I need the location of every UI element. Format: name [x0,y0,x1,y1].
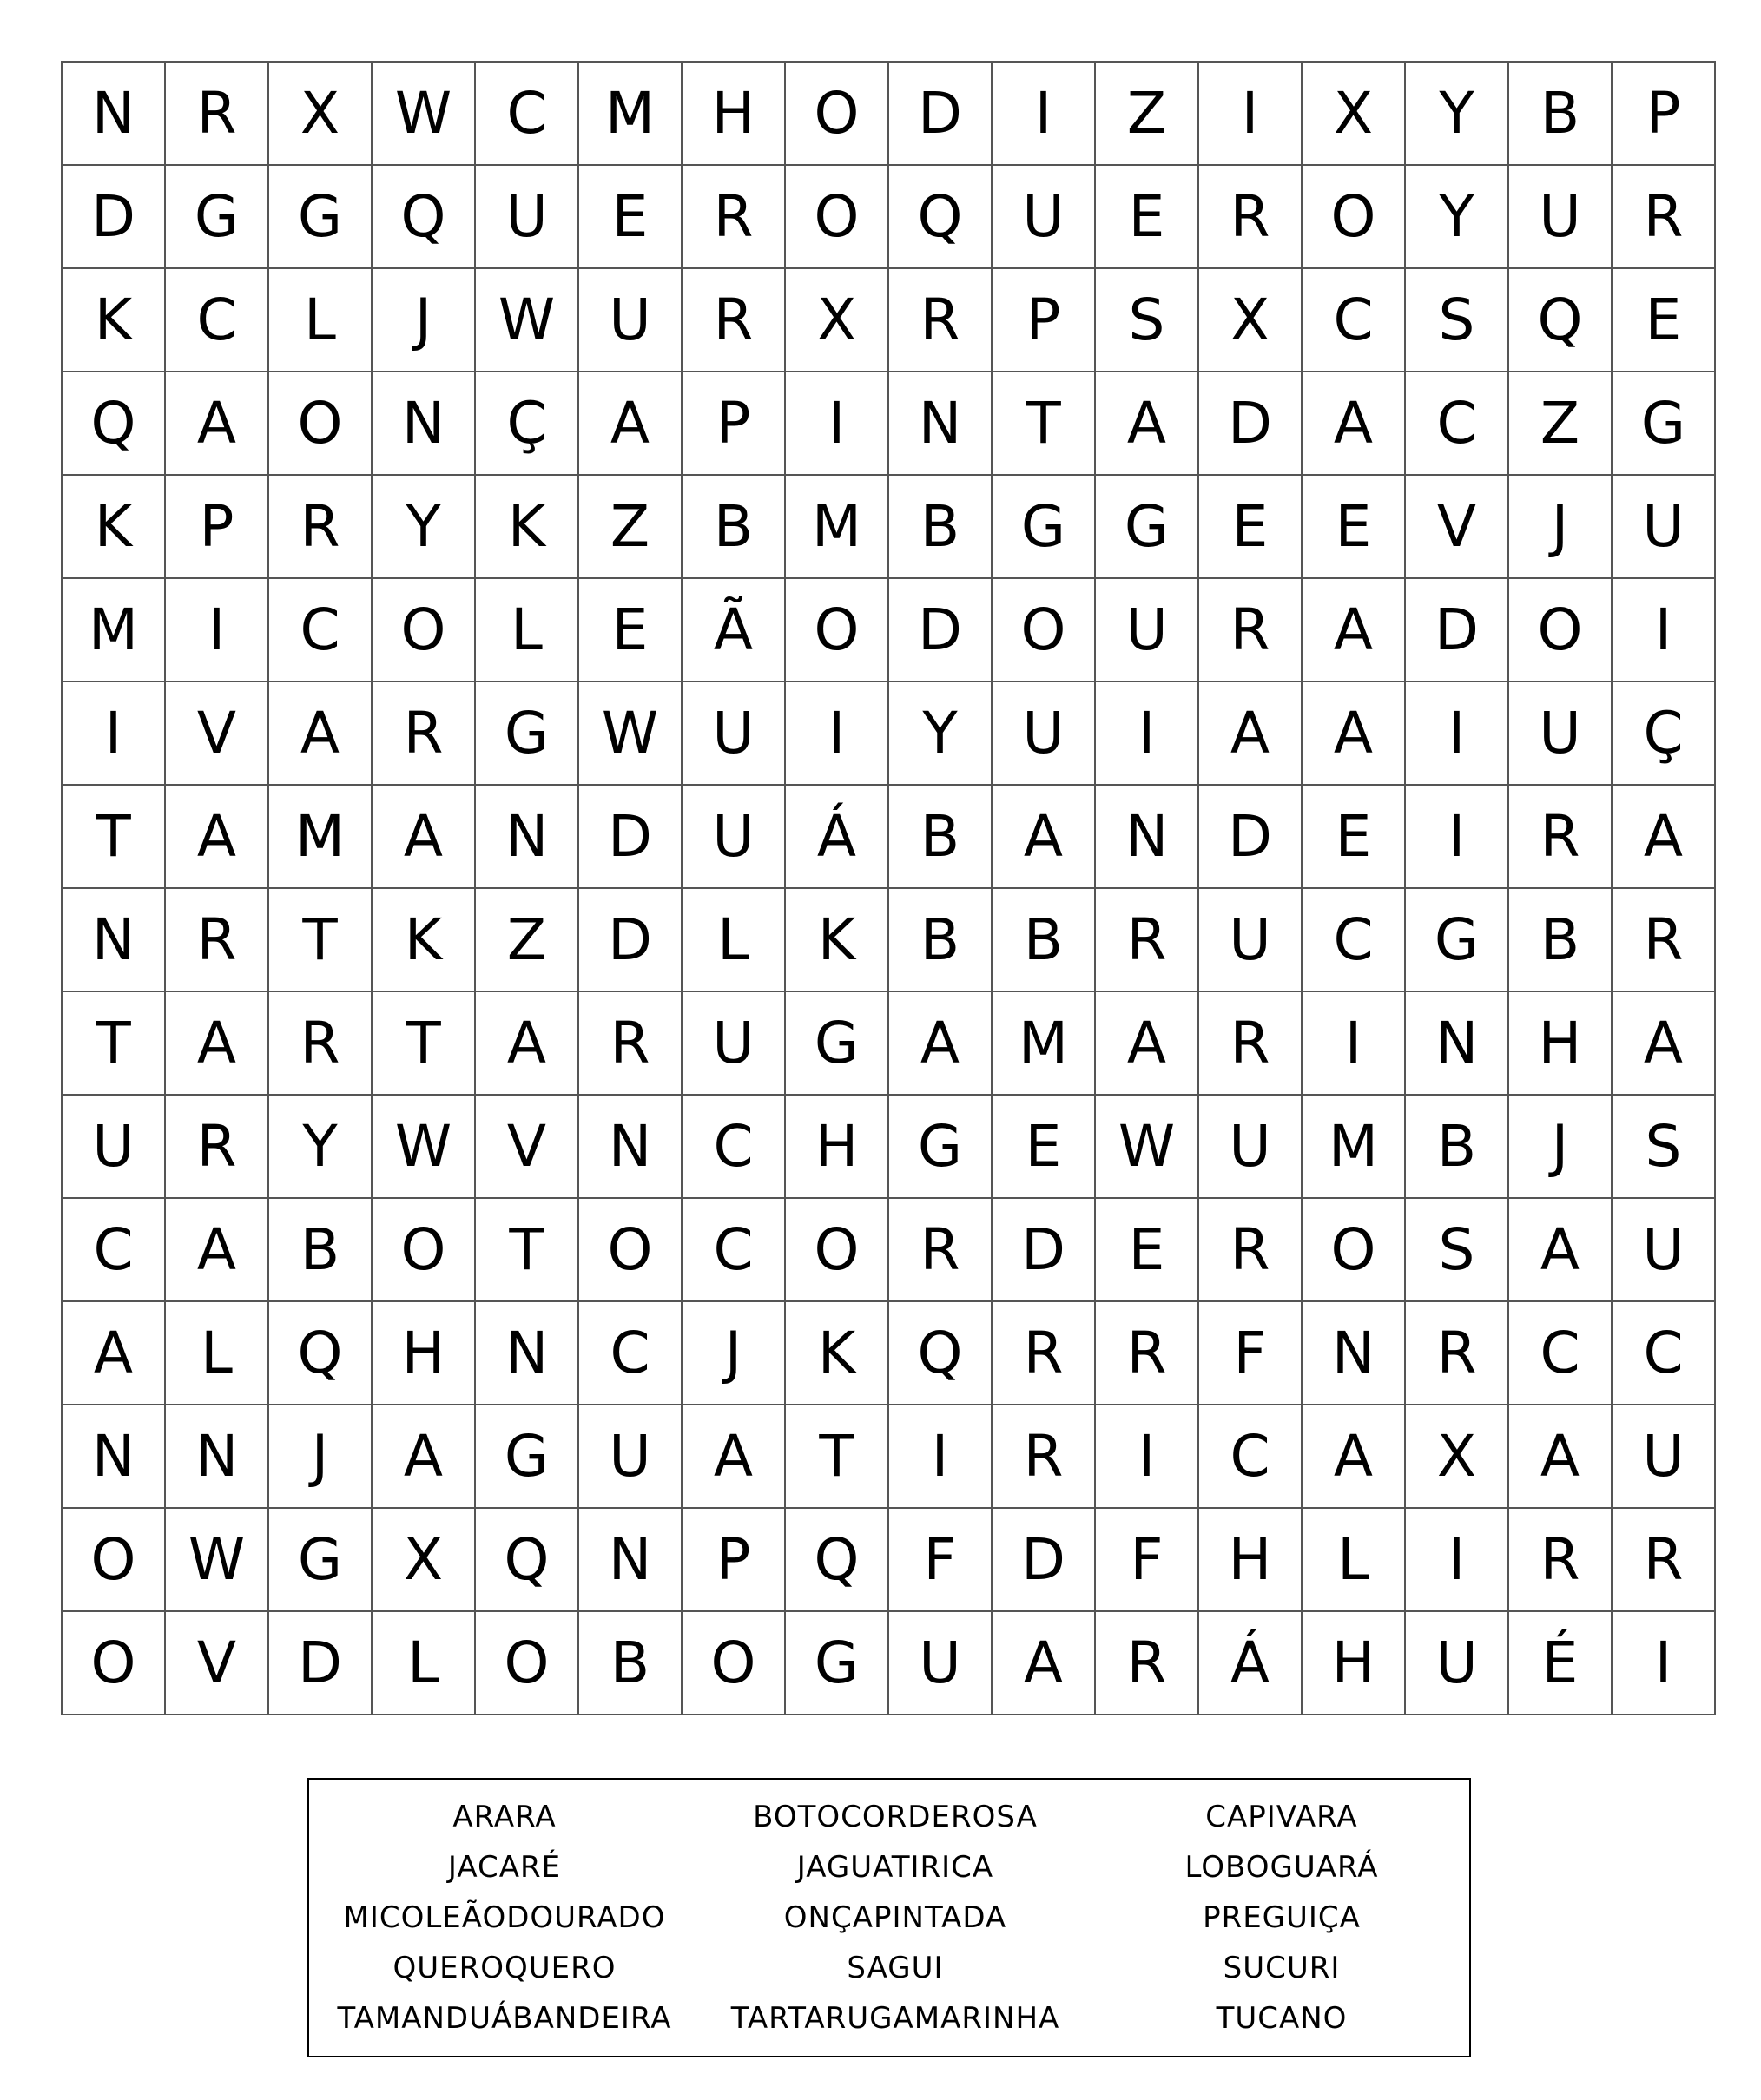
word-list-item: ARARA [452,1800,557,1834]
grid-cell[interactable]: C [1303,269,1406,372]
grid-cell[interactable]: F [1199,1302,1303,1405]
grid-cell[interactable]: C [1199,1405,1303,1509]
grid-cell[interactable]: N [579,1096,683,1199]
grid-cell[interactable]: G [1096,476,1199,579]
grid-cell[interactable]: R [683,166,786,269]
grid-cell[interactable]: S [1406,269,1509,372]
grid-cell[interactable]: I [786,682,889,786]
grid-cell[interactable]: L [1303,1509,1406,1612]
grid-cell[interactable]: U [1199,889,1303,992]
grid-cell[interactable]: K [63,476,166,579]
grid-cell[interactable]: O [373,579,476,682]
grid-cell[interactable]: G [476,1405,579,1509]
grid-cell[interactable]: C [683,1199,786,1302]
grid-cell[interactable]: R [269,992,373,1096]
grid-cell[interactable]: B [1509,63,1613,166]
grid-cell[interactable]: A [1303,682,1406,786]
grid-cell[interactable]: A [1096,992,1199,1096]
grid-cell[interactable]: F [1096,1509,1199,1612]
grid-cell[interactable]: M [993,992,1096,1096]
grid-cell[interactable]: U [993,166,1096,269]
grid-cell[interactable]: Á [786,786,889,889]
grid-cell[interactable]: C [1509,1302,1613,1405]
word-list-item: TAMANDUÁBANDEIRA [337,2001,672,2036]
grid-cell[interactable]: M [1303,1096,1406,1199]
grid-cell[interactable]: N [63,889,166,992]
grid-cell[interactable]: H [786,1096,889,1199]
grid-cell[interactable]: I [63,682,166,786]
grid-cell[interactable]: E [1096,1199,1199,1302]
grid-cell[interactable]: A [1509,1405,1613,1509]
grid-cell[interactable]: U [683,992,786,1096]
grid-cell[interactable]: W [166,1509,269,1612]
word-list-item: ONÇAPINTADA [783,1900,1007,1935]
grid-cell[interactable]: P [993,269,1096,372]
grid-cell[interactable]: D [579,889,683,992]
grid-cell[interactable]: C [1406,372,1509,476]
grid-cell[interactable]: Z [579,476,683,579]
grid-cell[interactable]: A [166,786,269,889]
grid-cell[interactable]: H [1199,1509,1303,1612]
grid-cell[interactable]: O [683,1612,786,1715]
grid-cell[interactable]: C [476,63,579,166]
grid-cell[interactable]: G [889,1096,993,1199]
grid-cell[interactable]: O [269,372,373,476]
grid-cell[interactable]: I [1096,682,1199,786]
grid-cell[interactable]: U [993,682,1096,786]
grid-cell[interactable]: J [269,1405,373,1509]
grid-cell[interactable]: R [1406,1302,1509,1405]
grid-cell[interactable]: K [476,476,579,579]
grid-cell[interactable]: Q [889,1302,993,1405]
grid-cell[interactable]: D [579,786,683,889]
grid-cell[interactable]: U [579,1405,683,1509]
grid-cell[interactable]: A [476,992,579,1096]
grid-cell[interactable]: G [476,682,579,786]
grid-cell[interactable]: R [993,1405,1096,1509]
grid-cell[interactable]: R [1199,579,1303,682]
grid-cell[interactable]: O [373,1199,476,1302]
grid-cell[interactable]: B [269,1199,373,1302]
grid-cell[interactable]: S [1096,269,1199,372]
grid-cell[interactable]: O [1303,166,1406,269]
word-list-item: JAGUATIRICA [796,1850,994,1885]
grid-cell[interactable]: U [1509,682,1613,786]
grid-cell[interactable]: E [993,1096,1096,1199]
grid-cell[interactable]: G [786,1612,889,1715]
grid-cell[interactable]: M [786,476,889,579]
grid-cell[interactable]: P [166,476,269,579]
grid-cell[interactable]: I [1199,63,1303,166]
grid-cell[interactable]: X [1406,1405,1509,1509]
grid-cell[interactable]: V [166,682,269,786]
grid-cell[interactable]: O [786,63,889,166]
grid-cell[interactable]: R [1199,1199,1303,1302]
grid-cell[interactable]: I [1096,1405,1199,1509]
grid-cell[interactable]: N [1406,992,1509,1096]
grid-cell[interactable]: B [889,476,993,579]
word-list-item: SAGUI [847,1951,944,1985]
grid-cell[interactable]: É [1509,1612,1613,1715]
grid-cell[interactable]: G [166,166,269,269]
grid-cell[interactable]: R [889,269,993,372]
grid-cell[interactable]: R [269,476,373,579]
grid-cell[interactable]: T [373,992,476,1096]
grid-cell[interactable]: A [63,1302,166,1405]
grid-cell[interactable]: I [1613,1612,1716,1715]
grid-cell[interactable]: Y [1406,166,1509,269]
word-list-item: TARTARUGAMARINHA [730,2001,1060,2036]
grid-cell[interactable]: Z [1096,63,1199,166]
grid-cell[interactable]: S [1613,1096,1716,1199]
grid-cell[interactable]: D [269,1612,373,1715]
grid-cell[interactable]: I [1406,786,1509,889]
grid-cell[interactable]: N [579,1509,683,1612]
grid-cell[interactable]: Q [476,1509,579,1612]
word-list-item: JACARÉ [447,1850,562,1885]
grid-cell[interactable]: G [1406,889,1509,992]
grid-cell[interactable]: W [1096,1096,1199,1199]
grid-cell[interactable]: A [373,1405,476,1509]
grid-cell[interactable]: U [1613,476,1716,579]
grid-cell[interactable]: N [476,786,579,889]
grid-cell[interactable]: Y [1406,63,1509,166]
grid-cell[interactable]: A [1509,1199,1613,1302]
grid-cell[interactable]: U [1406,1612,1509,1715]
grid-cell[interactable]: Z [476,889,579,992]
grid-cell[interactable]: N [889,372,993,476]
grid-cell[interactable]: I [786,372,889,476]
grid-cell[interactable]: R [889,1199,993,1302]
grid-cell[interactable]: A [993,1612,1096,1715]
grid-cell[interactable]: O [1509,579,1613,682]
grid-cell[interactable]: M [269,786,373,889]
grid-cell[interactable]: R [166,63,269,166]
grid-cell[interactable]: X [786,269,889,372]
grid-cell[interactable]: A [1613,786,1716,889]
grid-cell[interactable]: G [269,1509,373,1612]
grid-cell[interactable]: R [166,889,269,992]
grid-cell[interactable]: U [1613,1405,1716,1509]
grid-cell[interactable]: C [269,579,373,682]
grid-cell[interactable]: H [1303,1612,1406,1715]
grid-cell[interactable]: A [1613,992,1716,1096]
grid-cell[interactable]: C [1613,1302,1716,1405]
grid-cell[interactable]: R [1613,1509,1716,1612]
grid-cell[interactable]: T [476,1199,579,1302]
grid-cell[interactable]: Q [63,372,166,476]
grid-cell[interactable]: O [786,1199,889,1302]
grid-cell[interactable]: N [373,372,476,476]
word-list-item: CAPIVARA [1205,1800,1358,1834]
grid-cell[interactable]: W [579,682,683,786]
grid-cell[interactable]: J [1509,476,1613,579]
grid-cell[interactable]: B [889,889,993,992]
grid-cell[interactable]: O [63,1612,166,1715]
grid-cell[interactable]: A [579,372,683,476]
grid-cell[interactable]: R [1096,1612,1199,1715]
grid-cell[interactable]: R [579,992,683,1096]
grid-cell[interactable]: V [476,1096,579,1199]
grid-cell[interactable]: C [63,1199,166,1302]
grid-cell[interactable]: V [166,1612,269,1715]
grid-cell[interactable]: R [1509,786,1613,889]
grid-cell[interactable]: L [373,1612,476,1715]
word-list [307,1778,1471,2057]
grid-cell[interactable]: U [476,166,579,269]
grid-cell[interactable]: A [166,372,269,476]
grid-cell[interactable]: N [1303,1302,1406,1405]
grid-cell[interactable]: R [1613,166,1716,269]
grid-cell[interactable]: A [269,682,373,786]
grid-cell[interactable]: B [889,786,993,889]
grid-cell[interactable]: H [683,63,786,166]
grid-cell[interactable]: I [1613,579,1716,682]
grid-cell[interactable]: J [683,1302,786,1405]
grid-cell[interactable]: P [683,372,786,476]
grid-cell[interactable]: I [889,1405,993,1509]
grid-cell[interactable]: M [579,63,683,166]
grid-cell[interactable]: I [1303,992,1406,1096]
grid-cell[interactable]: I [1406,1509,1509,1612]
grid-cell[interactable]: O [786,166,889,269]
grid-cell[interactable]: C [579,1302,683,1405]
grid-cell[interactable]: H [1509,992,1613,1096]
grid-cell[interactable]: Q [1509,269,1613,372]
grid-cell[interactable]: J [373,269,476,372]
grid-cell[interactable]: X [373,1509,476,1612]
word-list-item: QUEROQUERO [392,1951,617,1985]
grid-cell[interactable]: O [1303,1199,1406,1302]
grid-cell[interactable]: B [1509,889,1613,992]
grid-cell[interactable]: T [786,1405,889,1509]
grid-cell[interactable]: R [1613,889,1716,992]
grid-cell[interactable]: Á [1199,1612,1303,1715]
grid-cell[interactable]: E [1613,269,1716,372]
grid-cell[interactable]: U [889,1612,993,1715]
grid-cell[interactable]: E [1199,476,1303,579]
grid-cell[interactable]: I [1406,682,1509,786]
grid-cell[interactable]: O [63,1509,166,1612]
grid-cell[interactable]: N [166,1405,269,1509]
grid-cell[interactable]: L [683,889,786,992]
grid-cell[interactable]: D [993,1509,1096,1612]
grid-cell[interactable]: E [579,579,683,682]
letter-grid [61,61,1716,1715]
grid-cell[interactable]: X [1303,63,1406,166]
grid-cell[interactable]: T [63,992,166,1096]
grid-cell[interactable]: R [993,1302,1096,1405]
grid-cell[interactable]: P [1613,63,1716,166]
grid-cell[interactable]: K [786,1302,889,1405]
grid-cell[interactable]: W [373,1096,476,1199]
grid-cell[interactable]: U [579,269,683,372]
grid-cell[interactable]: A [166,992,269,1096]
grid-cell[interactable]: K [786,889,889,992]
grid-cell[interactable]: O [476,1612,579,1715]
word-list-item: MICOLEÃODOURADO [343,1900,666,1935]
grid-cell[interactable]: Q [269,1302,373,1405]
grid-cell[interactable]: G [1613,372,1716,476]
grid-cell[interactable]: L [166,1302,269,1405]
grid-cell[interactable]: G [269,166,373,269]
grid-cell[interactable]: W [476,269,579,372]
grid-cell[interactable]: N [63,63,166,166]
grid-cell[interactable]: R [1199,992,1303,1096]
grid-cell[interactable]: A [166,1199,269,1302]
word-list-item: SUCURI [1223,1951,1341,1985]
grid-cell[interactable]: B [683,476,786,579]
grid-cell[interactable]: L [269,269,373,372]
grid-cell[interactable]: B [579,1612,683,1715]
grid-cell[interactable]: U [1096,579,1199,682]
grid-cell[interactable]: I [993,63,1096,166]
grid-cell[interactable]: U [683,786,786,889]
grid-cell[interactable]: O [993,579,1096,682]
grid-cell[interactable]: M [63,579,166,682]
grid-cell[interactable]: A [1096,372,1199,476]
grid-cell[interactable]: K [373,889,476,992]
grid-cell[interactable]: R [683,269,786,372]
grid-cell[interactable]: D [1406,579,1509,682]
grid-cell[interactable]: E [1096,166,1199,269]
grid-cell[interactable]: R [373,682,476,786]
grid-cell[interactable]: E [579,166,683,269]
grid-cell[interactable]: S [1406,1199,1509,1302]
grid-cell[interactable]: W [373,63,476,166]
grid-cell[interactable]: O [786,579,889,682]
grid-cell[interactable]: Q [786,1509,889,1612]
grid-cell[interactable]: Ç [476,372,579,476]
grid-cell[interactable]: A [993,786,1096,889]
grid-cell[interactable]: Q [373,166,476,269]
grid-cell[interactable]: I [166,579,269,682]
grid-cell[interactable]: A [1199,682,1303,786]
grid-cell[interactable]: U [1199,1096,1303,1199]
grid-cell[interactable]: N [63,1405,166,1509]
grid-cell[interactable]: D [993,1199,1096,1302]
grid-cell[interactable]: D [889,579,993,682]
grid-cell[interactable]: D [889,63,993,166]
grid-cell[interactable]: D [63,166,166,269]
grid-cell[interactable]: D [1199,372,1303,476]
grid-cell[interactable]: R [1096,889,1199,992]
grid-cell[interactable]: B [993,889,1096,992]
grid-cell[interactable]: R [166,1096,269,1199]
grid-cell[interactable]: N [1096,786,1199,889]
grid-cell[interactable]: Y [373,476,476,579]
grid-cell[interactable]: A [1303,372,1406,476]
grid-cell[interactable]: C [166,269,269,372]
grid-cell[interactable]: E [1303,476,1406,579]
grid-cell[interactable]: Y [269,1096,373,1199]
grid-cell[interactable]: A [373,786,476,889]
grid-cell[interactable]: P [683,1509,786,1612]
grid-cell[interactable]: Z [1509,372,1613,476]
grid-cell[interactable]: L [476,579,579,682]
grid-cell[interactable]: U [63,1096,166,1199]
grid-cell[interactable]: G [786,992,889,1096]
grid-cell[interactable]: Ã [683,579,786,682]
grid-cell[interactable]: G [993,476,1096,579]
grid-cell[interactable]: Q [889,166,993,269]
grid-cell[interactable]: R [1096,1302,1199,1405]
grid-cell[interactable]: A [683,1405,786,1509]
grid-cell[interactable]: A [1303,579,1406,682]
grid-cell[interactable]: V [1406,476,1509,579]
grid-cell[interactable]: O [579,1199,683,1302]
word-list-item: BOTOCORDEROSA [753,1800,1038,1834]
grid-cell[interactable]: D [1199,786,1303,889]
grid-cell[interactable]: B [1406,1096,1509,1199]
grid-cell[interactable]: C [1303,889,1406,992]
word-list-item: PREGUIÇA [1203,1900,1361,1935]
grid-cell[interactable]: N [476,1302,579,1405]
grid-cell[interactable]: R [1509,1509,1613,1612]
grid-cell[interactable]: A [889,992,993,1096]
grid-cell[interactable]: J [1509,1096,1613,1199]
grid-cell[interactable]: E [1303,786,1406,889]
grid-cell[interactable]: F [889,1509,993,1612]
grid-cell[interactable]: X [1199,269,1303,372]
word-list-item: LOBOGUARÁ [1184,1850,1379,1885]
grid-cell[interactable]: T [269,889,373,992]
grid-cell[interactable]: H [373,1302,476,1405]
grid-cell[interactable]: Ç [1613,682,1716,786]
grid-cell[interactable]: A [1303,1405,1406,1509]
grid-cell[interactable]: U [683,682,786,786]
grid-cell[interactable]: T [993,372,1096,476]
grid-cell[interactable]: T [63,786,166,889]
grid-cell[interactable]: U [1613,1199,1716,1302]
grid-cell[interactable]: X [269,63,373,166]
grid-cell[interactable]: C [683,1096,786,1199]
word-list-item: TUCANO [1216,2001,1348,2036]
grid-cell[interactable]: Y [889,682,993,786]
grid-cell[interactable]: R [1199,166,1303,269]
grid-cell[interactable]: K [63,269,166,372]
grid-cell[interactable]: U [1509,166,1613,269]
